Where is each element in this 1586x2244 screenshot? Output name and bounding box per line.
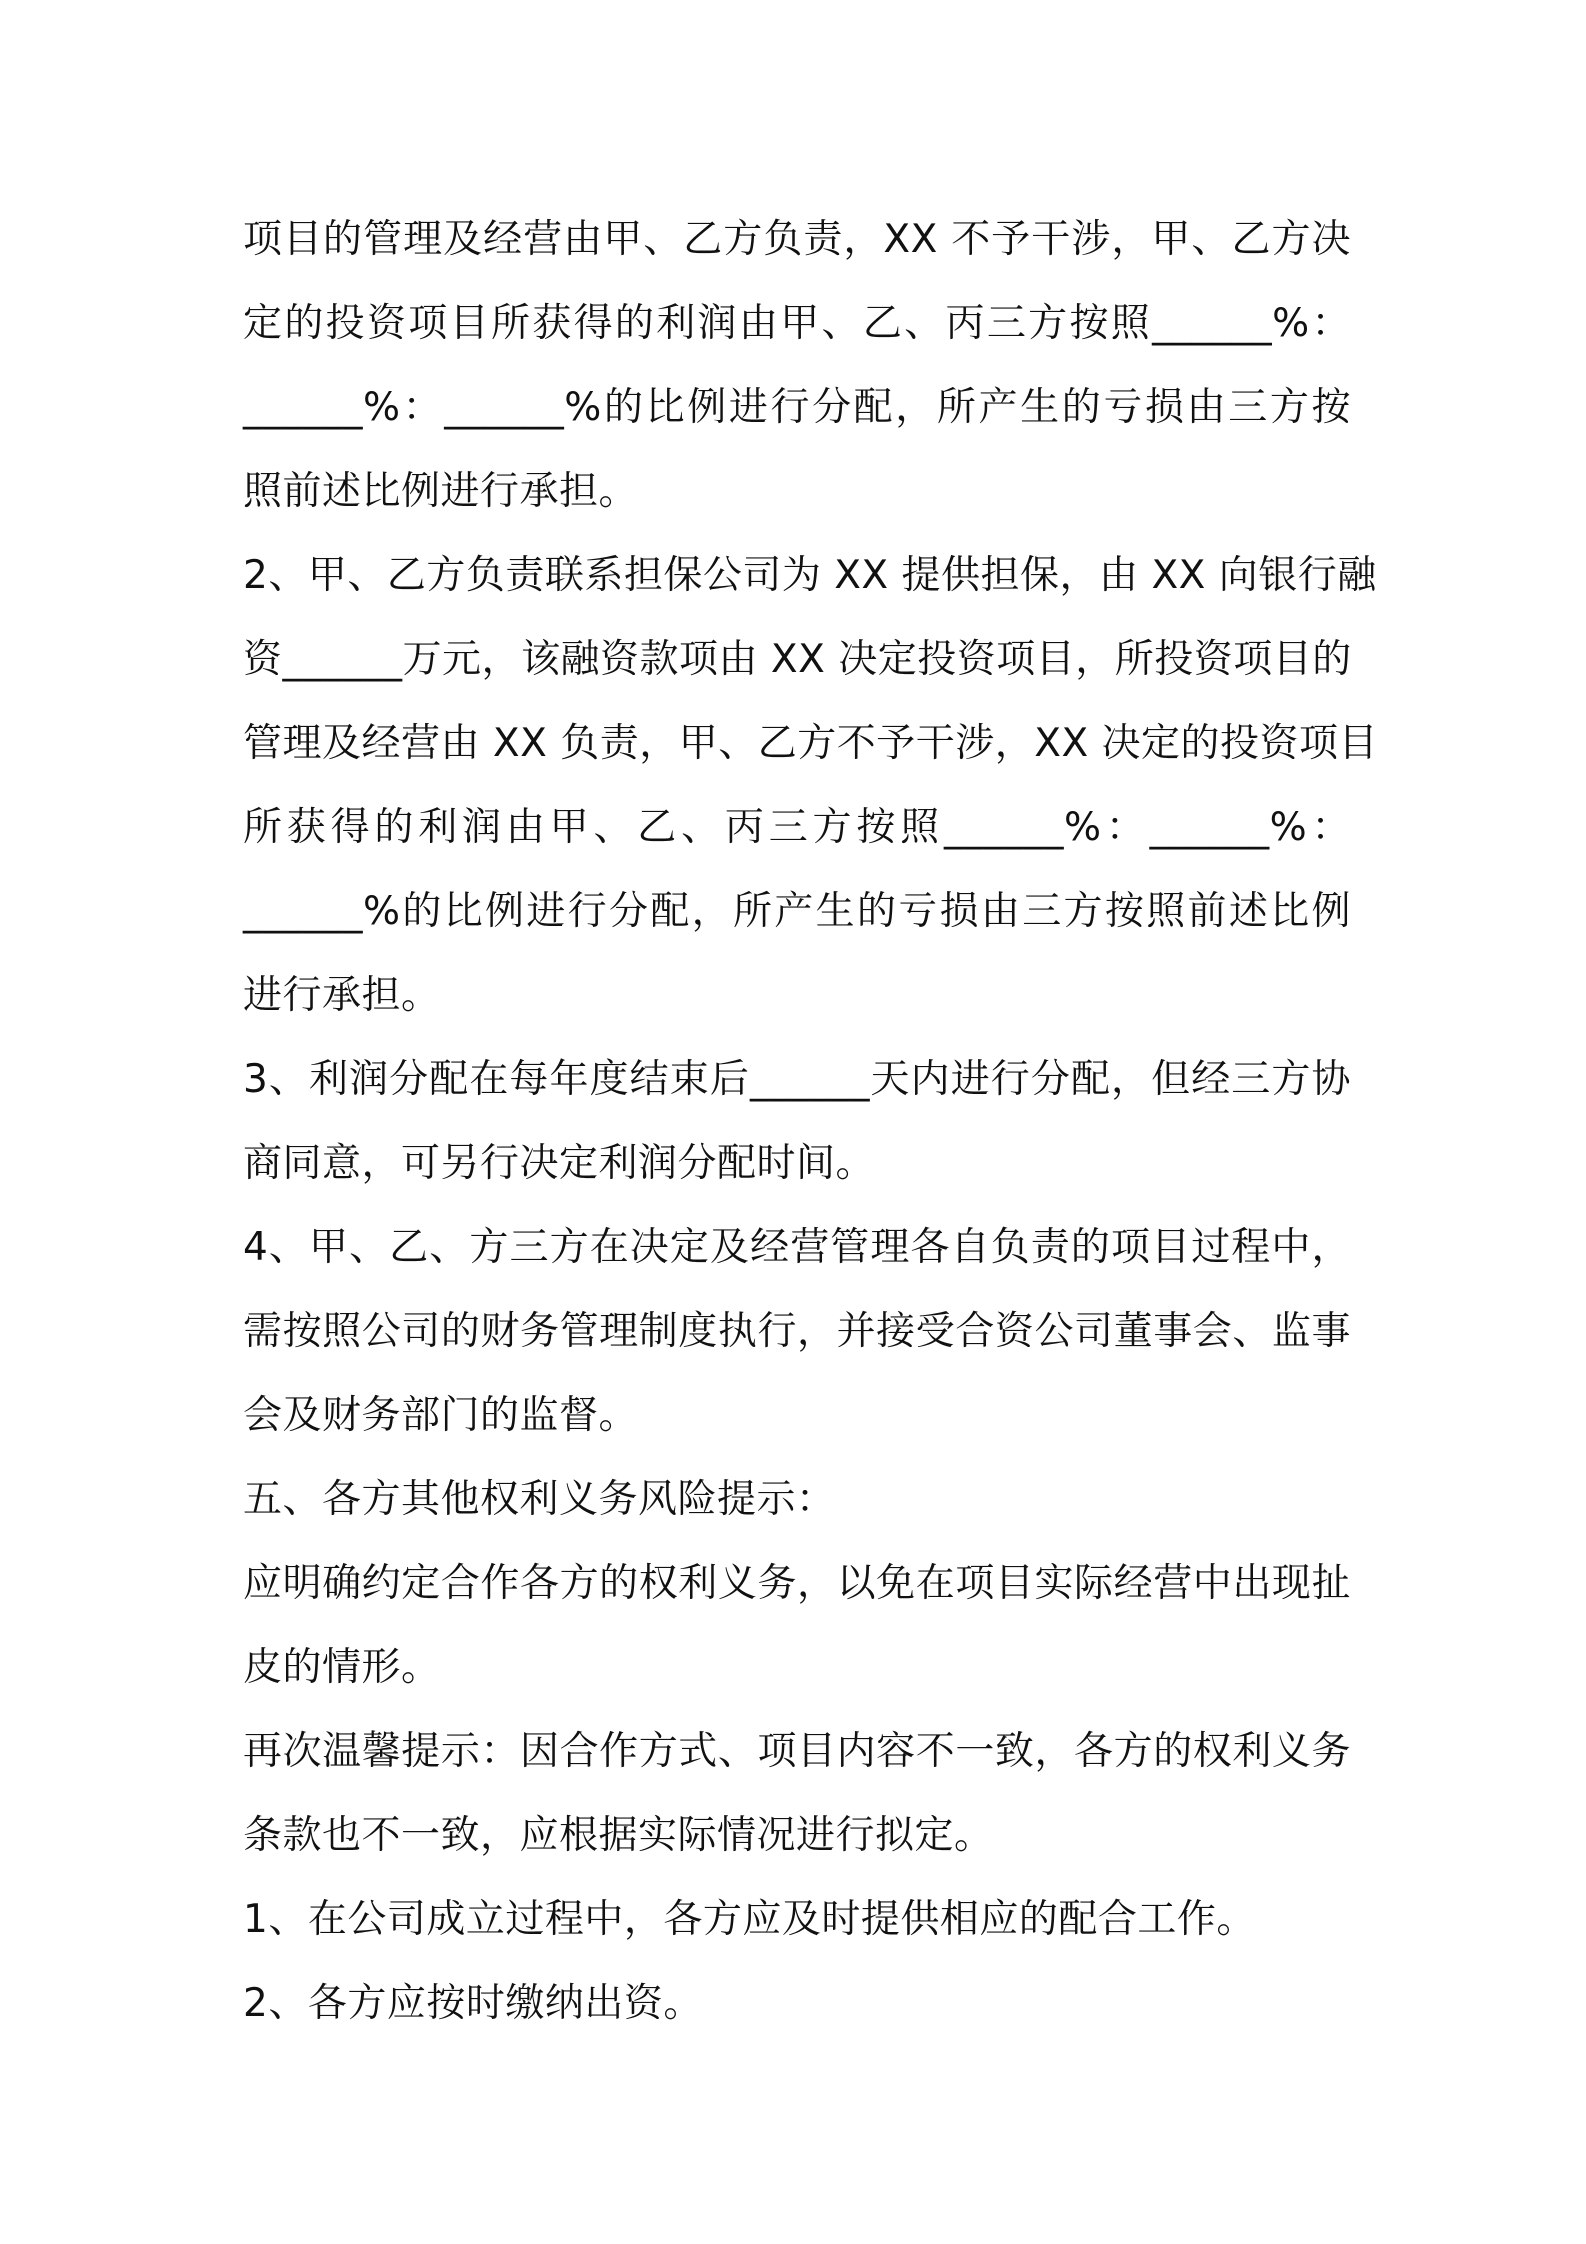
text-line: 3、利润分配在每年度结束后______天内进行分配，但经三方协 — [243, 1057, 1351, 1102]
text-line: 2、各方应按时缴纳出资。 — [243, 1981, 703, 2026]
text-line: 应明确约定合作各方的权利义务，以免在项目实际经营中出现扯 — [243, 1561, 1351, 1606]
text-line: ______%：______%的比例进行分配，所产生的亏损由三方按 — [243, 385, 1351, 430]
text-line: 进行承担。 — [243, 973, 441, 1018]
text-line: 条款也不一致，应根据实际情况进行拟定。 — [243, 1813, 994, 1858]
text-line: 2、甲、乙方负责联系担保公司为 XX 提供担保，由 XX 向银行融 — [243, 553, 1377, 598]
document-body — [243, 198, 1379, 2046]
text-line: 再次温馨提示：因合作方式、项目内容不一致，各方的权利义务 — [243, 1729, 1351, 1774]
text-line: 五、各方其他权利义务风险提示： — [243, 1477, 836, 1522]
text-line: 所获得的利润由甲、乙、丙三方按照______%：______%： — [243, 805, 1351, 850]
text-line: ______%的比例进行分配，所产生的亏损由三方按照前述比例 — [243, 889, 1351, 934]
text-line: 定的投资项目所获得的利润由甲、乙、丙三方按照______%： — [243, 301, 1351, 346]
text-line: 商同意，可另行决定利润分配时间。 — [243, 1141, 876, 1186]
text-line: 管理及经营由 XX 负责，甲、乙方不予干涉，XX 决定的投资项目 — [243, 721, 1379, 766]
text-line: 皮的情形。 — [243, 1645, 441, 1690]
text-line: 资______万元，该融资款项由 XX 决定投资项目，所投资项目的 — [243, 637, 1352, 682]
text-line: 4、甲、乙、方三方在决定及经营管理各自负责的项目过程中， — [243, 1225, 1351, 1270]
text-line: 项目的管理及经营由甲、乙方负责，XX 不予干涉，甲、乙方决 — [243, 217, 1351, 262]
text-line: 照前述比例进行承担。 — [243, 469, 639, 514]
text-line: 会及财务部门的监督。 — [243, 1393, 639, 1438]
text-line: 需按照公司的财务管理制度执行，并接受合资公司董事会、监事 — [243, 1309, 1351, 1354]
text-line: 1、在公司成立过程中，各方应及时提供相应的配合工作。 — [243, 1897, 1256, 1942]
